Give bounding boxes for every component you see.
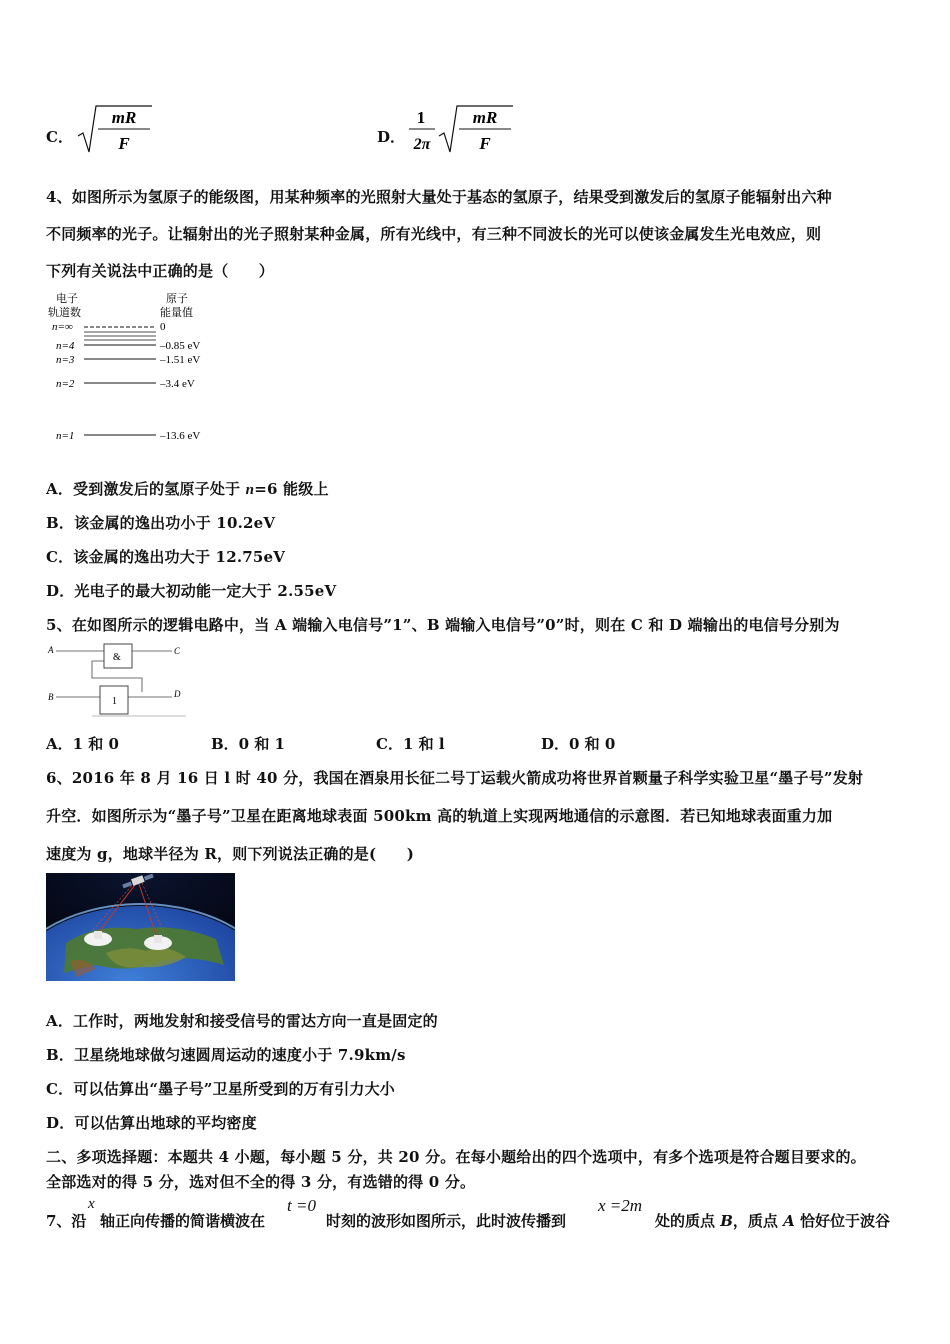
q5-stem: 5、在如图所示的逻辑电路中，当 A 端输入电信号”1”、B 端输入电信号”0”时，则在 C 和 D 端输出的电信号分别为 (46, 616, 840, 634)
q6-stem-line-3: 速度为 g，地球半径为 R，则下列说法正确的是( ) (46, 845, 414, 863)
level-n-2: n=2 (56, 378, 75, 390)
left-header-2: 轨道数 (48, 307, 81, 319)
q7-text-4a: 处的质点 (655, 1212, 721, 1230)
input-a-label: A (48, 645, 54, 655)
option-label: C． (46, 128, 73, 146)
output-d-label: D (174, 689, 181, 699)
numerator: mR (111, 108, 137, 127)
not-gate-symbol: 1 (112, 696, 117, 707)
q6-stem-line-1: 6、2016 年 8 月 16 日 l 时 40 分，我国在酒泉用长征二号丁运载火箭成功将世界首颗量子科学实验卫星“墨子号”发射 (46, 769, 864, 787)
q6-stem-line-2: 升空．如图所示为“墨子号”卫星在距离地球表面 500km 高的轨道上实现两地通信的示意图．若已知地球表面重力加 (46, 807, 833, 825)
point-a: A (783, 1212, 795, 1230)
q5-option-b: B．0 和 1 (211, 735, 285, 753)
denominator: F (479, 134, 491, 153)
level-n-4: n=4 (56, 340, 75, 352)
q6-option-d: D．可以估算出地球的平均密度 (46, 1114, 257, 1132)
level-n-inf: n=∞ (52, 321, 73, 333)
satellite-earth-image (46, 873, 235, 981)
level-e-3: –1.51 eV (160, 354, 201, 366)
left-header-1: 电子 (56, 293, 78, 305)
input-b-label: B (48, 692, 54, 702)
level-n-3: n=3 (56, 354, 75, 366)
q7-text-6: 恰好位于波谷 (794, 1212, 891, 1230)
q7-text-2: 轴正向传播的简谐横波在 (100, 1212, 266, 1230)
q7-x-equation: x =2m (598, 1196, 643, 1215)
q4-stem-line-2: 不同频率的光子。让辐射出的光子照射某种金属，所有光线中，有三种不同波长的光可以使该金属发生光电效应，则 (46, 225, 822, 243)
option-label: D． (377, 128, 406, 146)
q4-option-a (46, 478, 329, 499)
energy-level-diagram (44, 290, 224, 450)
option-text-tail: =6 能级上 (254, 480, 329, 498)
level-n-1: n=1 (56, 430, 75, 442)
q7-var-x: x (88, 1196, 95, 1212)
fraction-denominator: 2π (413, 136, 431, 153)
level-e-1: –13.6 eV (160, 430, 201, 442)
q6-option-b: B．卫星绕地球做匀速圆周运动的速度小于 7.9km/s (46, 1046, 406, 1064)
right-header-1: 原子 (166, 293, 188, 305)
output-c-label: C (174, 646, 181, 656)
logic-circuit-diagram (46, 642, 196, 720)
denominator: F (118, 134, 130, 153)
q6-option-c: C．可以估算出“墨子号”卫星所受到的万有引力大小 (46, 1080, 395, 1098)
q4-option-d: D．光电子的最大初动能一定大于 2.55eV (46, 582, 337, 600)
numerator: mR (472, 108, 498, 127)
level-e-2: –3.4 eV (160, 378, 195, 390)
option-text: A．受到激发后的氢原子处于 (46, 480, 246, 498)
fraction-sqrt-expression (407, 104, 517, 156)
q4-option-b: B．该金属的逸出功小于 10.2eV (46, 514, 276, 532)
section-2-heading-line-2: 全部选对的得 5 分，选对但不全的得 3 分，有选错的得 0 分。 (46, 1173, 476, 1191)
q3-option-d (377, 104, 517, 156)
sqrt-expression (76, 104, 156, 156)
level-e-inf: 0 (160, 321, 166, 333)
right-header-2: 能量值 (160, 307, 193, 319)
q3-option-c (46, 104, 166, 156)
q4-stem-line-1: 4、如图所示为氢原子的能级图，用某种频率的光照射大量处于基态的氢原子，结果受到激发后的氢原子能辐射出六种 (46, 188, 832, 206)
q5-option-c: C．1 和 l (376, 735, 445, 753)
and-gate-symbol: & (113, 652, 121, 663)
q7-text-4 (655, 1210, 890, 1231)
q7-t-equation: t =0 (287, 1196, 316, 1215)
q7-stem (46, 1196, 916, 1236)
q5-option-d: D．0 和 0 (541, 735, 616, 753)
section-2-heading-line-1: 二、多项选择题：本题共 4 小题，每小题 5 分，共 20 分。在每小题给出的四个选项中，有多个选项是符合题目要求的。 (46, 1148, 866, 1166)
q7-text-1: 7、沿 (46, 1212, 87, 1230)
q6-option-a: A．工作时，两地发射和接受信号的雷达方向一直是固定的 (46, 1012, 438, 1030)
q7-text-5: ，质点 (732, 1212, 784, 1230)
q7-text-3: 时刻的波形如图所示，此时波传播到 (326, 1212, 567, 1230)
fraction-numerator: 1 (416, 108, 426, 127)
variable-n: n (245, 482, 255, 498)
level-e-4: –0.85 eV (160, 340, 201, 352)
q5-option-a: A．1 和 0 (46, 735, 119, 753)
q4-option-c: C．该金属的逸出功大于 12.75eV (46, 548, 286, 566)
q4-stem-line-3: 下列有关说法中正确的是（ ） (46, 262, 275, 280)
point-b: B (720, 1212, 733, 1230)
